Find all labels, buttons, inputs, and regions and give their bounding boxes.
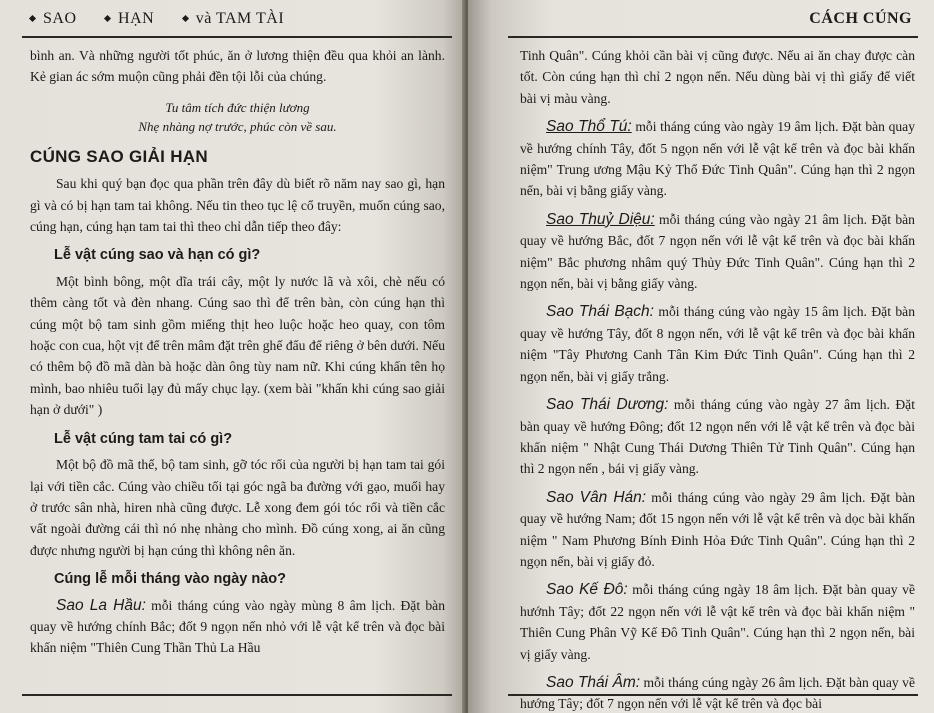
header-rule bbox=[508, 36, 918, 38]
star-entry bbox=[520, 672, 915, 713]
star-entry bbox=[30, 595, 445, 659]
left-running-header bbox=[30, 10, 308, 28]
star-text: mỗi tháng cúng vào ngày mùng 8 âm lịch. Đặt bàn quay về hướng chính Bắc; đốt 9 ngọn nến nhỏ với lễ vật kể trên và đọc bài khấn niệm "Thiên Cung Thần Thủ La Hầu bbox=[30, 597, 445, 656]
header-part-tam-tai: và TAM TÀI bbox=[195, 10, 285, 27]
star-text: mỗi tháng cúng ngày 26 âm lịch. Đặt bàn quay về hướng Tây; đốt 7 ngọn nến với lễ vật kể trên và đọc bài bbox=[520, 674, 915, 712]
star-entry bbox=[520, 487, 915, 573]
star-name: Sao Thái Bạch: bbox=[546, 303, 654, 321]
left-page-body bbox=[30, 45, 445, 659]
star-name: Sao La Hầu: bbox=[56, 596, 146, 614]
section-heading: CÚNG SAO GIẢI HẠN bbox=[30, 146, 208, 166]
continued-paragraph: Tinh Quân". Cúng khỏi cần bài vị cũng được. Nếu ai ăn chay được càn tốt. Còn cúng hạn thì chỉ 2 ngọn nến. Nếu dùng bài vị thì giấy để viết bài vị màu vàng. bbox=[520, 48, 915, 106]
right-page bbox=[468, 0, 934, 713]
header-part-sao: SAO bbox=[43, 10, 77, 27]
paragraph: Một bình bông, một dĩa trái cây, một ly nước lã và xôi, chè nếu có thêm càng tốt và đèn nhang. Cúng sao thì để trên bàn, còn cúng hạn thì cúng một bộ tam sinh gồm miếng thịt heo luộc hoặc heo quay, con tôm hoặc con cua, hột vịt để trên mâm đặt trên ghế đẩu để riêng ở bên dưới. Nếu có thêm bộ đồ mã dàn bà hoặc dàn ông tùy nam nữ. Khi cúng khấn tên họ mình, bao nhiêu tuổi lạy đủ mấy chục lạy. (xem bài "khấn khi cúng sao giải hạn ở dưới" ) bbox=[30, 273, 445, 418]
footer-rule bbox=[508, 694, 918, 696]
star-text: mỗi tháng cúng vào ngày 19 âm lịch. Đặt bàn quay về hướng chính Tây, đốt 5 ngọn nến với lễ vật kể trên và đọc bài khấn niệm" Trung ương Mậu Kỷ Thổ Đức Tinh Quân". Cúng hạn thì 2 ngọn nến, bài vị bằng giấy vàng. bbox=[520, 119, 915, 199]
left-page bbox=[0, 0, 466, 713]
subheading: Cúng lễ mỗi tháng vào ngày nào? bbox=[54, 571, 287, 588]
subheading: Lễ vật cúng sao và hạn có gì? bbox=[54, 247, 261, 264]
footer-rule bbox=[22, 694, 452, 696]
right-page-body bbox=[520, 45, 915, 713]
star-entry bbox=[520, 209, 915, 295]
star-name: Sao Kế Đô: bbox=[546, 581, 628, 599]
quote-line: Nhẹ nhàng nợ trước, phúc còn về sau. bbox=[138, 118, 337, 134]
star-entry bbox=[520, 301, 915, 387]
star-entry bbox=[520, 579, 915, 665]
star-name: Sao Thái Âm: bbox=[546, 673, 641, 691]
star-name: Sao Thái Dương: bbox=[546, 396, 669, 414]
diamond-bullet-icon bbox=[104, 15, 111, 22]
star-text: mỗi tháng cúng vào ngày 21 âm lịch. Đặt bàn quay về hướng Bắc, đốt 7 ngọn nến với lễ vật kể trên và đọc bài khấn niệm" Bắc phương nhâm quý Thủy Đức Tinh Quân". Cúng hạn thì 2 ngọn nến, bài vị bằng giấy vàng. bbox=[520, 211, 915, 292]
star-name: Sao Vân Hán: bbox=[546, 488, 647, 506]
diamond-bullet-icon bbox=[182, 15, 189, 22]
quote-line: Tu tâm tích đức thiện lương bbox=[165, 99, 310, 115]
intro-paragraph: bình an. Và những người tốt phúc, ăn ở lương thiện đều qua khỏi an lành. Kẻ gian ác sớm muộn cũng phải đền tội lỗi của chúng. bbox=[30, 48, 445, 85]
star-text: mỗi tháng cúng vào ngày 27 âm lịch. Đặt bàn quay về hướng Đông; đốt 12 ngọn nến với lễ vật kể trên và đọc bài khấn niệm " Nhật Cung Thái Dương Thiên Tử Tinh Quân". Cúng hạn thì 2 ngọn nến , bái vị giấy vàng. bbox=[520, 397, 915, 477]
star-text: mỗi tháng cúng vào ngày 29 âm lịch. Đặt bàn quay về hướng Nam; đốt 15 ngọn nến với lễ vật kể trên và dọc bài khấn niệm " Nam Phương Bính Đinh Hỏa Đức Tinh Quân". Cúng hạn thì 2 ngọn nến, bài vị giấy đỏ. bbox=[520, 489, 915, 569]
star-entry bbox=[520, 394, 915, 480]
paragraph: Sau khi quý bạn đọc qua phần trên đây dù biết rõ năm nay sao gì, hạn gì và có bị hạn tam tai không. Nếu tin theo tục lệ cổ truyền, muốn cúng sao, cúng hạn, cúng hạn tam tai thì theo chỉ dẫn tiếp theo đây: bbox=[30, 176, 445, 235]
star-text: mỗi tháng cúng vào ngày 15 âm lịch. Đặt bàn quay về hướng Tây, đốt 8 ngọn nến, với lễ vật kể trên và đọc bài khấn niệm "Tây Phương Canh Tân Kim Đức Tinh Quân". Cúng hạn thì 2 ngọn nến, bài vị giấy trắng. bbox=[520, 304, 916, 384]
paragraph: Một bộ đồ mã thế, bộ tam sinh, gỡ tóc rối của người bị hạn tam tai gói lại với tiền cắc. Cúng vào chiều tối tại góc ngã ba đường với gạo, muối hay ở trước sân nhà, hiren nhà cũng được. Lễ xong đem gói tóc rối và tiền cắc vất ngoài đường cái thì nó nhẹ nhàng cho mình. Đồ cúng xong, ai ăn cũng được nhưng người bị hạn cúng thì không nên ăn. bbox=[30, 457, 445, 558]
quote-block bbox=[30, 98, 445, 136]
subheading: Lễ vật cúng tam tai có gì? bbox=[54, 430, 233, 447]
diamond-bullet-icon bbox=[29, 15, 36, 22]
header-part-han: HẠN bbox=[118, 10, 155, 27]
star-text: mỗi tháng cúng ngày 18 âm lịch. Đặt bàn quay về hướnh Tây; đốt 22 ngọn nến với lễ vật kể trên và đọc bài khấn niệm " Thiên Cung Phân Vỹ Kế Đô Tinh Quân". Cúng hạn thì 2 ngọn nến, bài vị giấy vàng. bbox=[520, 582, 915, 662]
star-name: Sao Thuỷ Diệu: bbox=[546, 210, 655, 228]
star-name: Sao Thổ Tú: bbox=[546, 118, 632, 136]
star-entry bbox=[520, 116, 915, 202]
right-running-header: CÁCH CÚNG bbox=[809, 10, 912, 27]
header-rule bbox=[22, 36, 452, 38]
